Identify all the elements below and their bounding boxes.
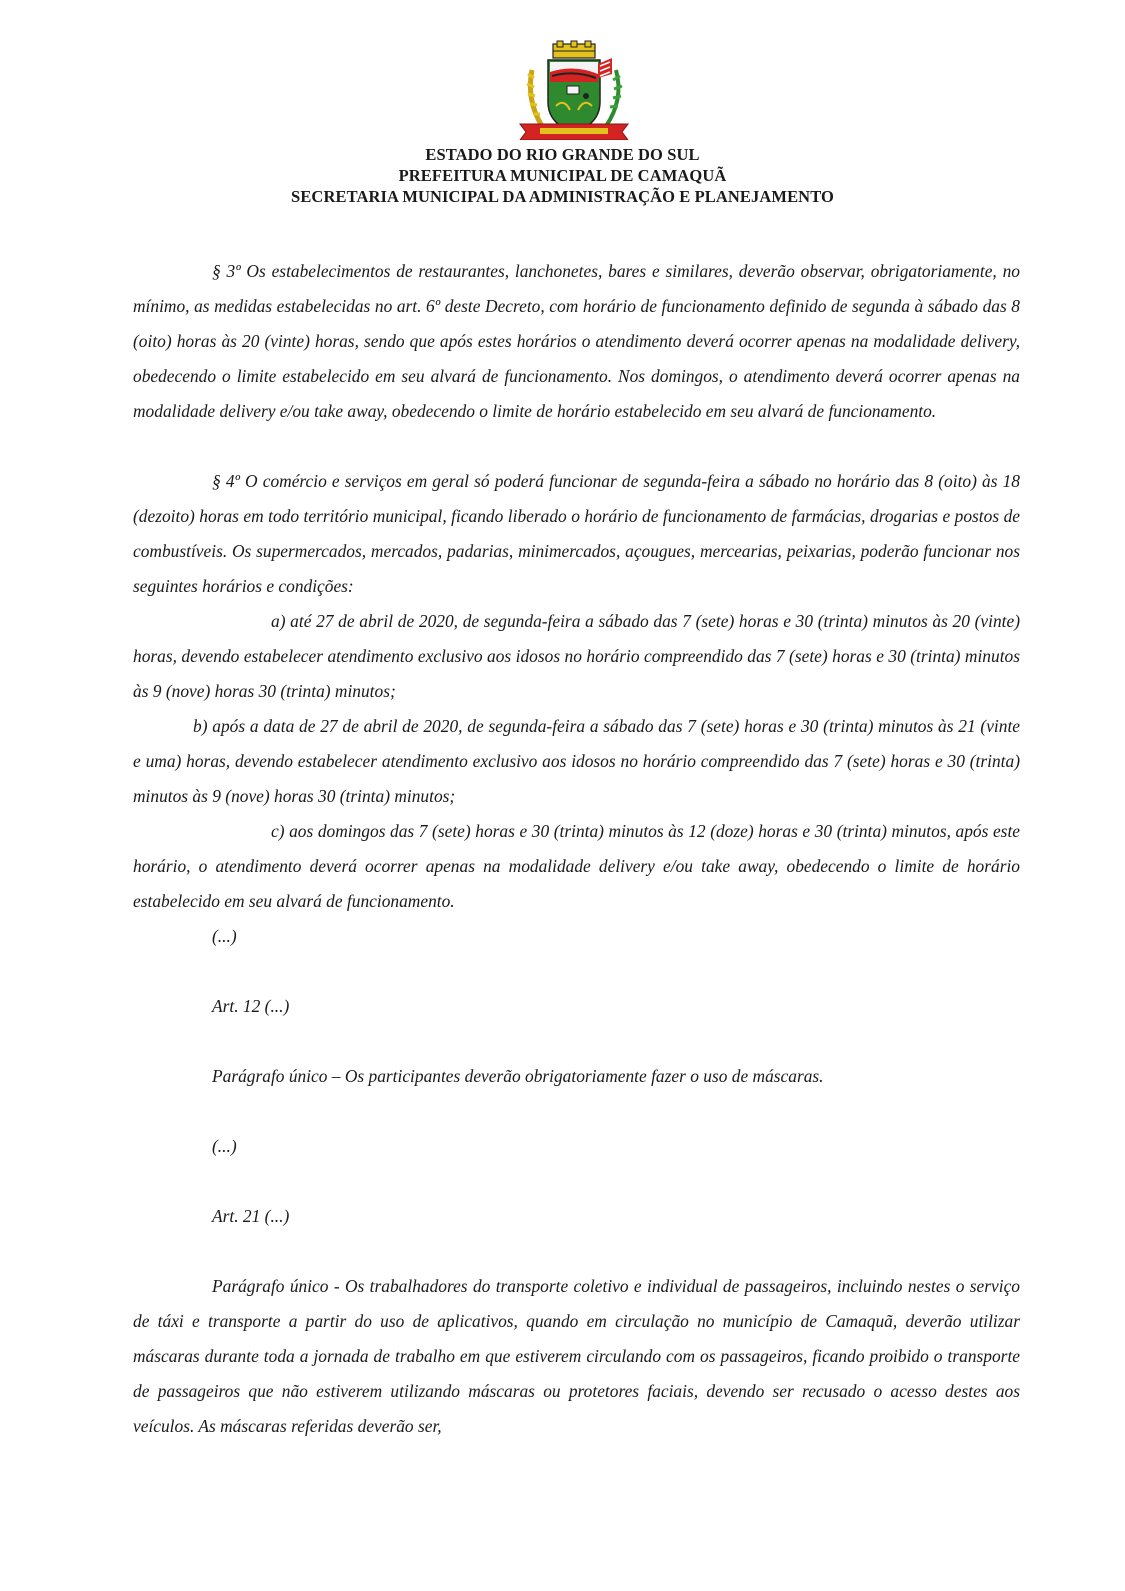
item-a: a) até 27 de abril de 2020, de segunda-feira a sábado das 7 (sete) horas e 30 (trinta) minutos às 20 (vinte) horas, devendo estabelecer atendimento exclusivo aos idosos no horário compreendido das 7 (sete) horas e 30 (trinta) minutos às 9 (nove) horas 30 (trinta) minutos; (133, 611, 1020, 701)
article-12: Art. 12 (...) (212, 996, 290, 1016)
ellipsis-1: (...) (212, 926, 237, 946)
document-body (133, 254, 1020, 1444)
header-prefecture: PREFEITURA MUNICIPAL DE CAMAQUÃ (398, 166, 727, 185)
article-21: Art. 21 (...) (212, 1206, 290, 1226)
paragraph-unico-art12: Parágrafo único – Os participantes deverão obrigatoriamente fazer o uso de máscaras. (212, 1066, 824, 1086)
paragraph-4: § 4º O comércio e serviços em geral só poderá funcionar de segunda-feira a sábado no horário das 8 (oito) às 18 (dezoito) horas em todo território municipal, ficando liberado o horário de funcionamento de farmácias, drogarias e postos de combustíveis. Os supermercados, mercados, padarias, minimercados, açougues, mercearias, peixarias, poderão funcionar nos seguintes horários e condições: (133, 471, 1020, 596)
paragraph-unico-art21-label: Parágrafo único - (212, 1276, 340, 1296)
paragraph-3: § 3º Os estabelecimentos de restaurantes, lanchonetes, bares e similares, deverão observar, obrigatoriamente, no mínimo, as medidas estabelecidas no art. 6º deste Decreto, com horário de funcionamento definido de segunda à sábado das 8 (oito) horas às 20 (vinte) horas, sendo que após estes horários o atendimento deverá ocorrer apenas na modalidade delivery, obedecendo o limite estabelecido em seu alvará de funcionamento. Nos domingos, o atendimento deverá ocorrer apenas na modalidade delivery e/ou take away, obedecendo o limite de horário estabelecido em seu alvará de funcionamento. (133, 261, 1020, 421)
paragraph-unico-art21-text: Os trabalhadores do transporte coletivo e individual de passageiros, incluindo nestes o serviço de táxi e transporte a partir do uso de aplicativos, quando em circulação no município de Camaquã, deverão utilizar máscaras durante toda a jornada de trabalho em que estiverem circulando com os passageiros, ficando proibido o transporte de passageiros que não estiverem utilizando máscaras ou protetores faciais, devendo ser recusado o acesso destes aos veículos. As máscaras referidas deverão ser, (133, 1276, 1020, 1436)
paragraph-unico-art21 (133, 1269, 1020, 1444)
ellipsis-2: (...) (212, 1136, 237, 1156)
header-secretariat: SECRETARIA MUNICIPAL DA ADMINISTRAÇÃO E PLANEJAMENTO (291, 187, 834, 206)
header-state: ESTADO DO RIO GRANDE DO SUL (425, 145, 700, 164)
municipal-coat-of-arms-icon (512, 40, 636, 140)
item-c: c) aos domingos das 7 (sete) horas e 30 (trinta) minutos às 12 (doze) horas e 30 (trinta) minutos, após este horário, o atendimento deverá ocorrer apenas na modalidade delivery e/ou take away, obedecendo o limite de horário estabelecido em seu alvará de funcionamento. (133, 821, 1020, 911)
document-header (0, 144, 1125, 207)
item-b: b) após a data de 27 de abril de 2020, de segunda-feira a sábado das 7 (sete) horas e 30 (trinta) minutos às 21 (vinte e uma) horas, devendo estabelecer atendimento exclusivo aos idosos no horário compreendido das 7 (sete) horas e 30 (trinta) minutos às 9 (nove) horas 30 (trinta) minutos; (133, 716, 1020, 806)
